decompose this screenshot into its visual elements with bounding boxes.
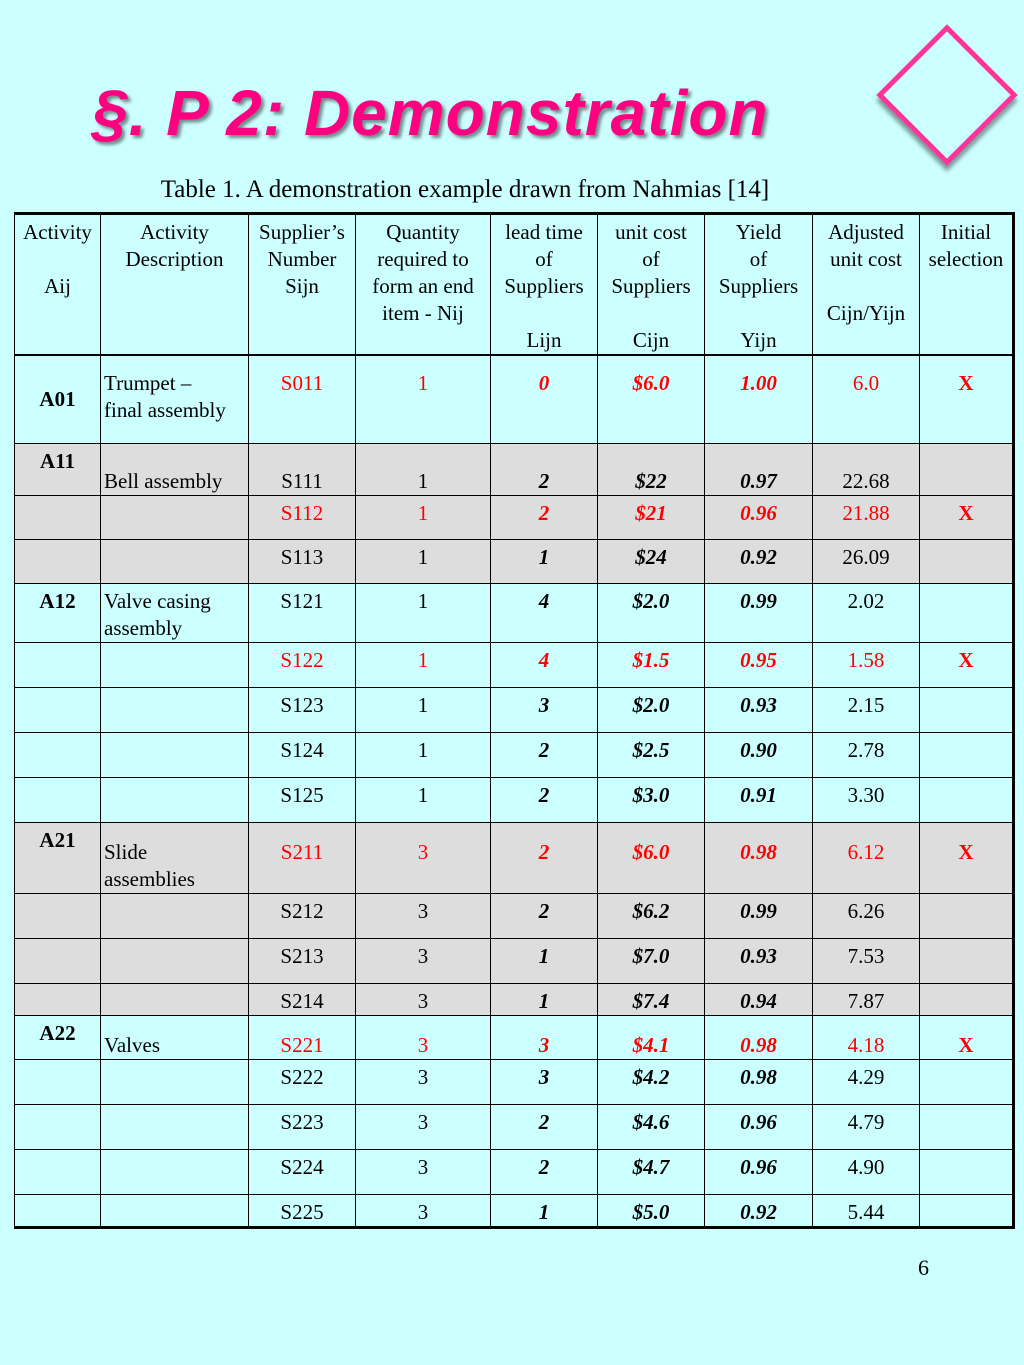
cell-lead-time: 4 bbox=[491, 642, 598, 687]
cell-yield: 0.99 bbox=[705, 583, 813, 642]
cell-activity bbox=[15, 777, 101, 822]
cell-adjusted: 6.0 bbox=[813, 355, 920, 443]
cell-quantity: 1 bbox=[356, 687, 491, 732]
cell-activity bbox=[15, 1059, 101, 1104]
cell-selection bbox=[920, 777, 1014, 822]
cell-description bbox=[101, 1059, 249, 1104]
cell-activity: A11 bbox=[15, 443, 101, 495]
cell-quantity: 3 bbox=[356, 1149, 491, 1194]
cell-supplier: S224 bbox=[249, 1149, 356, 1194]
cell-quantity: 3 bbox=[356, 1194, 491, 1227]
cell-quantity: 3 bbox=[356, 938, 491, 983]
cell-yield: 0.91 bbox=[705, 777, 813, 822]
cell-unit-cost: $24 bbox=[598, 539, 705, 583]
cell-selection bbox=[920, 1149, 1014, 1194]
slide-title: §. P 2: Demonstration bbox=[92, 77, 769, 149]
cell-activity bbox=[15, 938, 101, 983]
table-row bbox=[15, 687, 1014, 732]
cell-lead-time: 2 bbox=[491, 1149, 598, 1194]
cell-lead-time: 1 bbox=[491, 1194, 598, 1227]
cell-unit-cost: $3.0 bbox=[598, 777, 705, 822]
cell-yield: 0.90 bbox=[705, 732, 813, 777]
cell-activity: A01 bbox=[15, 355, 101, 443]
cell-supplier: S112 bbox=[249, 495, 356, 539]
supplier-table bbox=[14, 212, 1015, 1229]
cell-supplier: S124 bbox=[249, 732, 356, 777]
cell-description: Valve casing assembly bbox=[101, 583, 249, 642]
cell-selection: X bbox=[920, 1015, 1014, 1059]
cell-lead-time: 1 bbox=[491, 938, 598, 983]
cell-yield: 1.00 bbox=[705, 355, 813, 443]
cell-activity bbox=[15, 1194, 101, 1227]
cell-supplier: S123 bbox=[249, 687, 356, 732]
cell-lead-time: 2 bbox=[491, 822, 598, 893]
cell-unit-cost: $7.4 bbox=[598, 983, 705, 1015]
cell-unit-cost: $6.2 bbox=[598, 893, 705, 938]
table-row bbox=[15, 583, 1014, 642]
cell-yield: 0.96 bbox=[705, 495, 813, 539]
cell-description: Valves bbox=[101, 1015, 249, 1059]
cell-lead-time: 3 bbox=[491, 1059, 598, 1104]
cell-lead-time: 2 bbox=[491, 1104, 598, 1149]
cell-description bbox=[101, 938, 249, 983]
cell-selection: X bbox=[920, 495, 1014, 539]
cell-quantity: 3 bbox=[356, 822, 491, 893]
cell-lead-time: 1 bbox=[491, 539, 598, 583]
cell-lead-time: 2 bbox=[491, 777, 598, 822]
cell-yield: 0.93 bbox=[705, 687, 813, 732]
cell-selection bbox=[920, 1104, 1014, 1149]
cell-selection bbox=[920, 938, 1014, 983]
cell-unit-cost: $21 bbox=[598, 495, 705, 539]
cell-adjusted: 6.26 bbox=[813, 893, 920, 938]
cell-selection bbox=[920, 983, 1014, 1015]
cell-lead-time: 0 bbox=[491, 355, 598, 443]
cell-activity: A12 bbox=[15, 583, 101, 642]
cell-adjusted: 4.90 bbox=[813, 1149, 920, 1194]
cell-unit-cost: $4.6 bbox=[598, 1104, 705, 1149]
cell-selection bbox=[920, 583, 1014, 642]
cell-quantity: 3 bbox=[356, 1015, 491, 1059]
cell-supplier: S221 bbox=[249, 1015, 356, 1059]
table-row bbox=[15, 893, 1014, 938]
cell-yield: 0.96 bbox=[705, 1149, 813, 1194]
cell-supplier: S122 bbox=[249, 642, 356, 687]
cell-selection: X bbox=[920, 822, 1014, 893]
cell-description: Trumpet – final assembly bbox=[101, 355, 249, 443]
table-row bbox=[15, 1015, 1014, 1059]
cell-supplier: S125 bbox=[249, 777, 356, 822]
cell-activity bbox=[15, 983, 101, 1015]
table-row bbox=[15, 1059, 1014, 1104]
cell-adjusted: 21.88 bbox=[813, 495, 920, 539]
cell-adjusted: 7.87 bbox=[813, 983, 920, 1015]
cell-yield: 0.98 bbox=[705, 1059, 813, 1104]
cell-selection bbox=[920, 687, 1014, 732]
cell-lead-time: 2 bbox=[491, 732, 598, 777]
cell-quantity: 3 bbox=[356, 1059, 491, 1104]
header-supplier-number: Supplier’s Number Sijn bbox=[249, 214, 356, 356]
header-adjusted-unit-cost: Adjusted unit cost Cijn/Yijn bbox=[813, 214, 920, 356]
cell-adjusted: 4.29 bbox=[813, 1059, 920, 1104]
table-row bbox=[15, 539, 1014, 583]
cell-quantity: 3 bbox=[356, 1104, 491, 1149]
page-number: 6 bbox=[918, 1255, 929, 1280]
cell-lead-time: 3 bbox=[491, 687, 598, 732]
cell-activity bbox=[15, 893, 101, 938]
cell-supplier: S212 bbox=[249, 893, 356, 938]
diamond-icon bbox=[876, 24, 1017, 165]
cell-unit-cost: $6.0 bbox=[598, 822, 705, 893]
cell-description bbox=[101, 1149, 249, 1194]
cell-description bbox=[101, 1194, 249, 1227]
cell-selection: X bbox=[920, 355, 1014, 443]
table-caption: Table 1. A demonstration example drawn from Nahmias [14] bbox=[160, 176, 770, 203]
cell-lead-time: 3 bbox=[491, 1015, 598, 1059]
cell-supplier: S214 bbox=[249, 983, 356, 1015]
cell-description bbox=[101, 642, 249, 687]
cell-adjusted: 1.58 bbox=[813, 642, 920, 687]
table-header-row bbox=[15, 214, 1014, 356]
table-row bbox=[15, 732, 1014, 777]
cell-adjusted: 2.02 bbox=[813, 583, 920, 642]
cell-yield: 0.96 bbox=[705, 1104, 813, 1149]
cell-unit-cost: $4.7 bbox=[598, 1149, 705, 1194]
table-row bbox=[15, 355, 1014, 443]
cell-adjusted: 26.09 bbox=[813, 539, 920, 583]
cell-yield: 0.94 bbox=[705, 983, 813, 1015]
cell-quantity: 3 bbox=[356, 893, 491, 938]
cell-quantity: 1 bbox=[356, 777, 491, 822]
cell-activity bbox=[15, 642, 101, 687]
cell-supplier: S223 bbox=[249, 1104, 356, 1149]
cell-adjusted: 22.68 bbox=[813, 443, 920, 495]
header-activity: Activity Aij bbox=[15, 214, 101, 356]
cell-supplier: S011 bbox=[249, 355, 356, 443]
cell-adjusted: 2.15 bbox=[813, 687, 920, 732]
cell-yield: 0.99 bbox=[705, 893, 813, 938]
cell-quantity: 1 bbox=[356, 355, 491, 443]
cell-yield: 0.93 bbox=[705, 938, 813, 983]
cell-yield: 0.98 bbox=[705, 822, 813, 893]
cell-description bbox=[101, 893, 249, 938]
cell-description: Bell assembly bbox=[101, 443, 249, 495]
cell-quantity: 1 bbox=[356, 642, 491, 687]
cell-adjusted: 4.79 bbox=[813, 1104, 920, 1149]
cell-description bbox=[101, 1104, 249, 1149]
table-row bbox=[15, 495, 1014, 539]
cell-supplier: S113 bbox=[249, 539, 356, 583]
cell-selection bbox=[920, 1194, 1014, 1227]
cell-supplier: S222 bbox=[249, 1059, 356, 1104]
cell-lead-time: 2 bbox=[491, 893, 598, 938]
cell-activity bbox=[15, 495, 101, 539]
cell-unit-cost: $4.2 bbox=[598, 1059, 705, 1104]
table-row bbox=[15, 1149, 1014, 1194]
cell-description bbox=[101, 983, 249, 1015]
cell-yield: 0.92 bbox=[705, 1194, 813, 1227]
cell-activity bbox=[15, 1149, 101, 1194]
cell-yield: 0.97 bbox=[705, 443, 813, 495]
table-row bbox=[15, 983, 1014, 1015]
cell-unit-cost: $2.5 bbox=[598, 732, 705, 777]
cell-unit-cost: $6.0 bbox=[598, 355, 705, 443]
cell-selection: X bbox=[920, 642, 1014, 687]
cell-description bbox=[101, 495, 249, 539]
cell-selection bbox=[920, 732, 1014, 777]
cell-supplier: S213 bbox=[249, 938, 356, 983]
table-row bbox=[15, 443, 1014, 495]
cell-supplier: S211 bbox=[249, 822, 356, 893]
header-unit-cost: unit cost of Suppliers Cijn bbox=[598, 214, 705, 356]
cell-adjusted: 5.44 bbox=[813, 1194, 920, 1227]
cell-quantity: 1 bbox=[356, 583, 491, 642]
cell-adjusted: 3.30 bbox=[813, 777, 920, 822]
cell-activity bbox=[15, 1104, 101, 1149]
cell-selection bbox=[920, 539, 1014, 583]
cell-yield: 0.92 bbox=[705, 539, 813, 583]
cell-activity bbox=[15, 539, 101, 583]
cell-adjusted: 4.18 bbox=[813, 1015, 920, 1059]
cell-unit-cost: $1.5 bbox=[598, 642, 705, 687]
cell-unit-cost: $2.0 bbox=[598, 583, 705, 642]
cell-description: Slide assemblies bbox=[101, 822, 249, 893]
header-quantity: Quantity required to form an end item - Nij bbox=[356, 214, 491, 356]
header-lead-time: lead time of Suppliers Lijn bbox=[491, 214, 598, 356]
header-initial-selection: Initial selection bbox=[920, 214, 1014, 356]
cell-activity bbox=[15, 687, 101, 732]
cell-unit-cost: $22 bbox=[598, 443, 705, 495]
cell-selection bbox=[920, 1059, 1014, 1104]
table-row bbox=[15, 1194, 1014, 1227]
cell-unit-cost: $7.0 bbox=[598, 938, 705, 983]
cell-unit-cost: $5.0 bbox=[598, 1194, 705, 1227]
cell-description bbox=[101, 777, 249, 822]
header-activity-description: Activity Description bbox=[101, 214, 249, 356]
cell-activity bbox=[15, 732, 101, 777]
header-yield: Yield of Suppliers Yijn bbox=[705, 214, 813, 356]
cell-unit-cost: $2.0 bbox=[598, 687, 705, 732]
table-row bbox=[15, 642, 1014, 687]
cell-supplier: S121 bbox=[249, 583, 356, 642]
cell-supplier: S111 bbox=[249, 443, 356, 495]
cell-adjusted: 7.53 bbox=[813, 938, 920, 983]
cell-activity: A21 bbox=[15, 822, 101, 893]
cell-quantity: 1 bbox=[356, 443, 491, 495]
cell-description bbox=[101, 732, 249, 777]
cell-lead-time: 2 bbox=[491, 495, 598, 539]
cell-quantity: 3 bbox=[356, 983, 491, 1015]
table-row bbox=[15, 822, 1014, 893]
table-row bbox=[15, 1104, 1014, 1149]
cell-quantity: 1 bbox=[356, 732, 491, 777]
cell-quantity: 1 bbox=[356, 495, 491, 539]
cell-selection bbox=[920, 443, 1014, 495]
cell-lead-time: 4 bbox=[491, 583, 598, 642]
cell-selection bbox=[920, 893, 1014, 938]
cell-description bbox=[101, 687, 249, 732]
cell-description bbox=[101, 539, 249, 583]
cell-lead-time: 2 bbox=[491, 443, 598, 495]
cell-adjusted: 6.12 bbox=[813, 822, 920, 893]
cell-supplier: S225 bbox=[249, 1194, 356, 1227]
cell-adjusted: 2.78 bbox=[813, 732, 920, 777]
cell-quantity: 1 bbox=[356, 539, 491, 583]
cell-activity: A22 bbox=[15, 1015, 101, 1059]
cell-yield: 0.98 bbox=[705, 1015, 813, 1059]
cell-yield: 0.95 bbox=[705, 642, 813, 687]
cell-unit-cost: $4.1 bbox=[598, 1015, 705, 1059]
cell-lead-time: 1 bbox=[491, 983, 598, 1015]
table-row bbox=[15, 938, 1014, 983]
table-row bbox=[15, 777, 1014, 822]
